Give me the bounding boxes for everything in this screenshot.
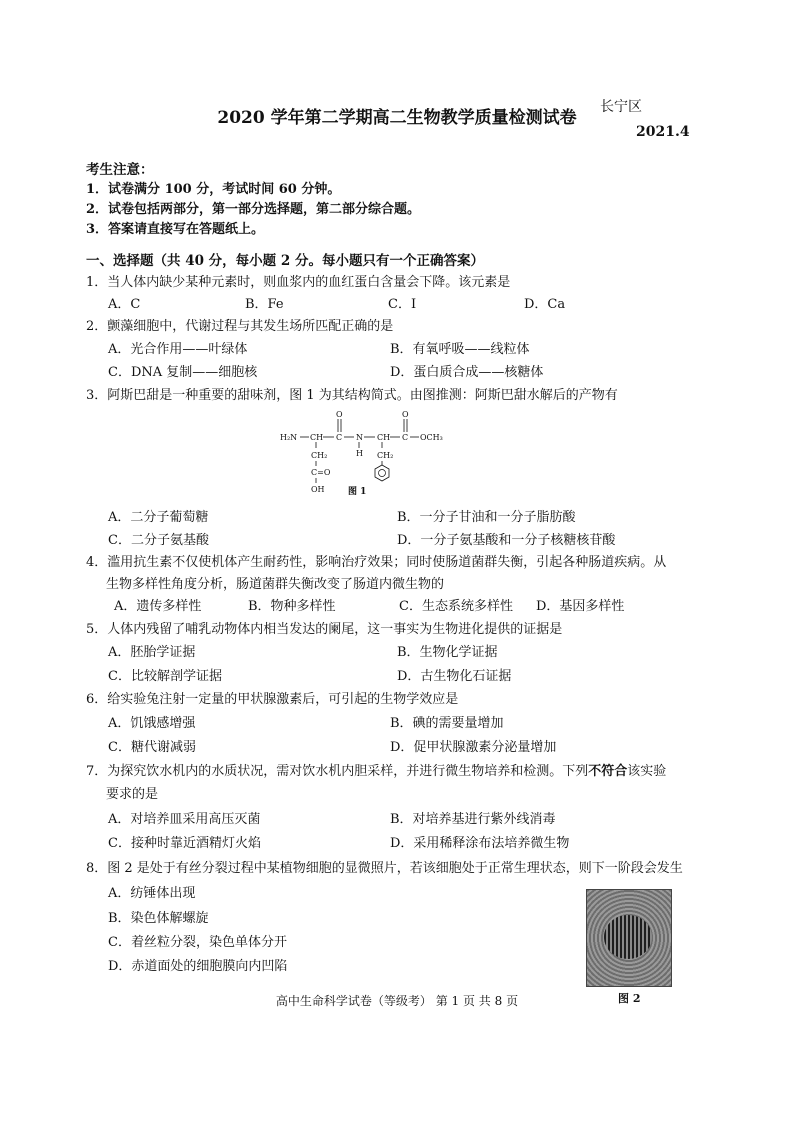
question-8-option-a: A．纺锤体出现 xyxy=(108,886,196,901)
figure-1-structure xyxy=(278,408,458,500)
atom-h2n: H₂N xyxy=(280,433,298,442)
atom-ch2-right: CH₂ xyxy=(377,451,394,460)
question-7-option-c: C．接种时靠近酒精灯火焰 xyxy=(108,836,261,851)
question-1-option-a: A．C xyxy=(108,297,141,312)
question-2-option-c: C．DNA 复制——细胞核 xyxy=(108,365,258,380)
question-3-option-a: A．二分子葡萄糖 xyxy=(108,510,209,525)
question-4-option-d: D．基因多样性 xyxy=(536,599,625,614)
question-7-option-d: D．采用稀释涂布法培养微生物 xyxy=(390,836,570,851)
question-2-option-d: D．蛋白质合成——核糖体 xyxy=(390,365,544,380)
question-7-stem-pre: 7．为探究饮水机内的水质状况，需对饮水机内胆采样，并进行微生物培养和检测。下列 xyxy=(86,764,589,779)
question-2-option-b: B．有氧呼吸——线粒体 xyxy=(390,342,530,357)
atom-ch-left: CH xyxy=(310,433,324,442)
exam-date: 2021.4 xyxy=(636,124,690,140)
question-3-option-d: D．一分子氨基酸和一分子核糖核苷酸 xyxy=(397,533,616,548)
atom-ch2-left: CH₂ xyxy=(311,451,328,460)
benzene-ring-circle xyxy=(379,470,386,477)
question-8-option-d: D．赤道面处的细胞膜向内凹陷 xyxy=(108,959,288,974)
figure-2-cell xyxy=(604,915,652,959)
question-8-option-b: B．染色体解螺旋 xyxy=(108,911,209,926)
question-8-stem: 8．图 2 是处于有丝分裂过程中某植物细胞的显微照片，若该细胞处于正常生理状态，则下一阶段会发生 xyxy=(86,861,683,876)
question-1-stem: 1．当人体内缺少某种元素时，则血浆内的血红蛋白含量会下降。该元素是 xyxy=(86,275,511,290)
question-7-stem-line-2: 要求的是 xyxy=(106,787,159,802)
notice-item-2: 2．试卷包括两部分，第一部分选择题，第二部分综合题。 xyxy=(86,202,421,217)
question-6-option-b: B．碘的需要量增加 xyxy=(390,716,504,731)
question-2-option-a: A．光合作用——叶绿体 xyxy=(108,342,248,357)
question-7-option-a: A．对培养皿采用高压灭菌 xyxy=(108,812,261,827)
question-5-option-d: D．古生物化石证据 xyxy=(397,669,512,684)
question-7-emphasis: 不符合 xyxy=(588,764,628,779)
section-heading: 一、选择题（共 40 分，每小题 2 分。每小题只有一个正确答案） xyxy=(86,253,484,269)
figure-2-caption: 图 2 xyxy=(618,992,641,1005)
question-6-option-c: C．糖代谢减弱 xyxy=(108,740,196,755)
atom-h: H xyxy=(356,449,363,458)
notice-heading: 考生注意： xyxy=(86,162,154,178)
notice-item-1: 1．试卷满分 100 分，考试时间 60 分钟。 xyxy=(86,182,341,197)
question-1-option-b: B．Fe xyxy=(245,297,284,312)
question-1-option-c: C．I xyxy=(388,297,417,312)
question-4-stem-line-1: 4．滥用抗生素不仅使机体产生耐药性，影响治疗效果；同时使肠道菌群失衡，引起各种肠道疾病。从 xyxy=(86,555,667,570)
question-6-option-a: A．饥饿感增强 xyxy=(108,716,196,731)
question-8-option-c: C．着丝粒分裂，染色单体分开 xyxy=(108,935,287,950)
question-1-option-d: D．Ca xyxy=(524,297,566,312)
question-5-option-b: B．生物化学证据 xyxy=(397,645,498,660)
question-3-option-b: B．一分子甘油和一分子脂肪酸 xyxy=(397,510,576,525)
question-5-stem: 5．人体内残留了哺乳动物体内相当发达的阑尾，这一事实为生物进化提供的证据是 xyxy=(86,622,563,637)
atom-c-left: C xyxy=(336,433,343,442)
atom-och3: OCH₃ xyxy=(420,433,443,442)
atom-c-right: C xyxy=(402,433,409,442)
question-7-option-b: B．对培养基进行紫外线消毒 xyxy=(390,812,556,827)
question-6-stem: 6．给实验兔注射一定量的甲状腺激素后，可引起的生物学效应是 xyxy=(86,692,459,707)
figure-1-caption: 图 1 xyxy=(348,487,367,497)
question-3-stem: 3．阿斯巴甜是一种重要的甜味剂，图 1 为其结构简式。由图推测：阿斯巴甜水解后的产物有 xyxy=(86,388,618,403)
notice-item-3: 3．答案请直接写在答题纸上。 xyxy=(86,222,265,237)
atom-ch-right: CH xyxy=(377,433,391,442)
question-4-option-c: C．生态系统多样性 xyxy=(399,599,513,614)
question-7-stem-post: 该实验 xyxy=(627,764,667,779)
question-2-stem: 2．颤藻细胞中，代谢过程与其发生场所匹配正确的是 xyxy=(86,319,394,334)
question-5-option-c: C．比较解剖学证据 xyxy=(108,669,222,684)
atom-co: C=O xyxy=(311,468,331,477)
district-label: 长宁区 xyxy=(600,99,642,115)
question-4-option-a: A．遗传多样性 xyxy=(114,599,202,614)
question-5-option-a: A．胚胎学证据 xyxy=(108,645,196,660)
page-footer: 高中生命科学试卷（等级考） 第 1 页 共 8 页 xyxy=(275,994,519,1008)
exam-title: 2020 学年第二学期高二生物教学质量检测试卷 xyxy=(217,108,577,128)
question-6-option-d: D．促甲状腺激素分泌量增加 xyxy=(390,740,557,755)
question-4-option-b: B．物种多样性 xyxy=(248,599,336,614)
question-7-stem-line-1 xyxy=(86,760,666,779)
benzene-ring xyxy=(375,465,389,481)
atom-o-right: O xyxy=(402,410,409,419)
atom-oh: OH xyxy=(311,485,325,494)
question-4-stem-line-2: 生物多样性角度分析，肠道菌群失衡改变了肠道内微生物的 xyxy=(106,577,445,592)
question-3-option-c: C．二分子氨基酸 xyxy=(108,533,209,548)
atom-o-left: O xyxy=(336,410,343,419)
atom-n: N xyxy=(356,433,363,442)
